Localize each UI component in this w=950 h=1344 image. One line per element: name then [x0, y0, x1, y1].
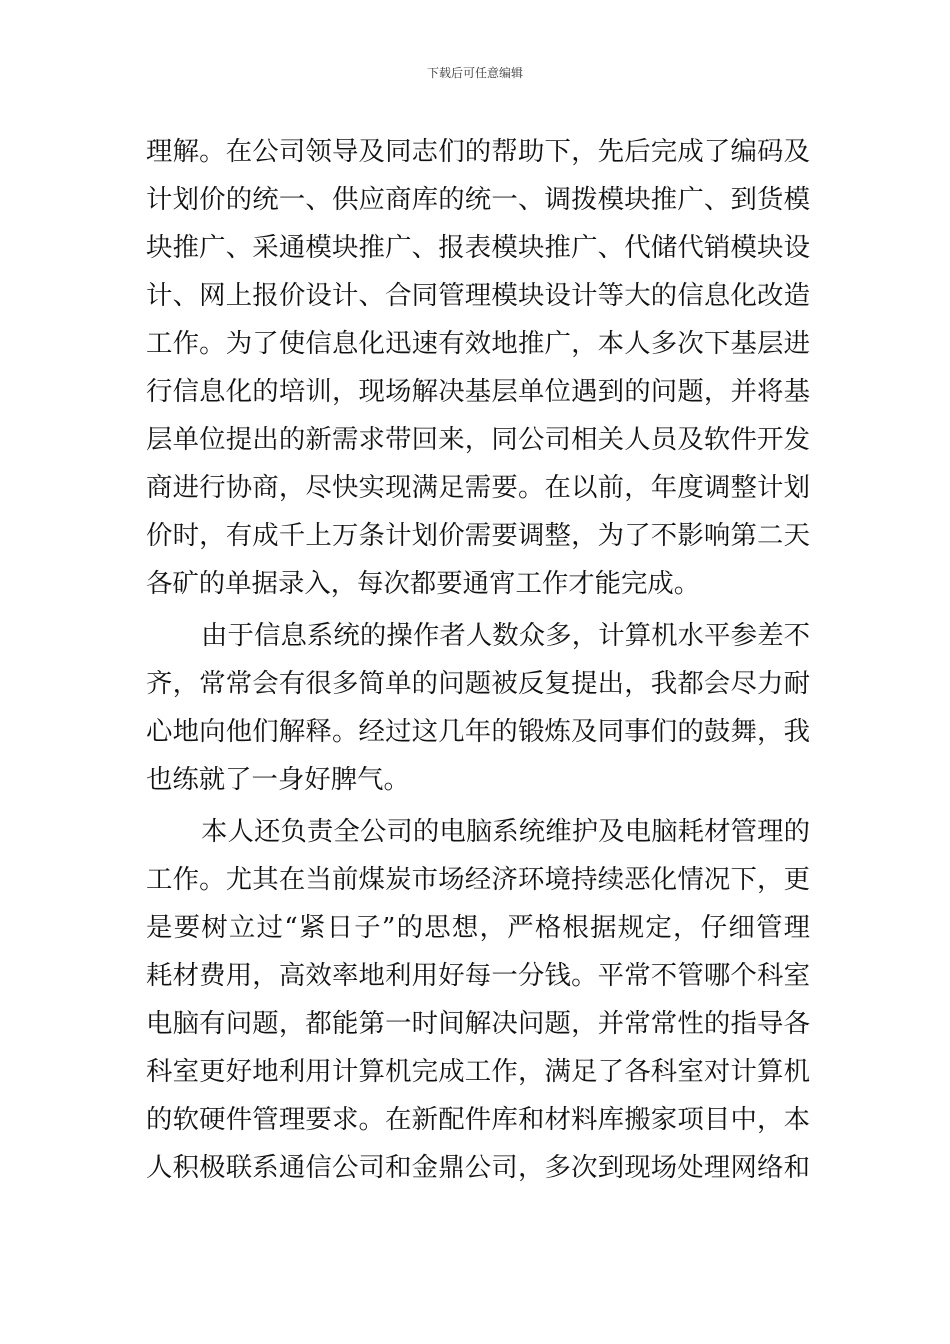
text-line: 由于信息系统的操作者人数众多，计算机水平参差不 — [201, 620, 810, 651]
paragraph-3 — [146, 808, 810, 1192]
text-line: 耗材费用，高效率地利用好每一分钱。平常不管哪个科室 — [146, 960, 810, 991]
text-line: 的软硬件管理要求。在新配件库和材料库搬家项目中，本 — [146, 1104, 810, 1135]
text-line: 各矿的单据录入，每次都要通宵工作才能完成。 — [146, 568, 701, 599]
text-line: 本人还负责全公司的电脑系统维护及电脑耗材管理的 — [201, 816, 810, 847]
paragraph-2 — [146, 612, 810, 804]
text-line: 价时，有成千上万条计划价需要调整，为了不影响第二天 — [146, 520, 810, 551]
page-header: 下载后可任意编辑 — [426, 66, 523, 80]
paragraph-1 — [146, 128, 810, 608]
document-body — [146, 128, 810, 1192]
text-line: 科室更好地利用计算机完成工作，满足了各科室对计算机 — [146, 1056, 810, 1087]
text-line: 行信息化的培训，现场解决基层单位遇到的问题，并将基 — [146, 376, 810, 407]
text-line: 是要树立过“紧日子”的思想，严格根据规定，仔细管理 — [146, 912, 810, 943]
text-line: 也练就了一身好脾气。 — [146, 764, 410, 795]
text-line: 层单位提出的新需求带回来，同公司相关人员及软件开发 — [146, 424, 810, 455]
text-line: 心地向他们解释。经过这几年的锻炼及同事们的鼓舞，我 — [146, 716, 810, 747]
text-line: 齐，常常会有很多简单的问题被反复提出，我都会尽力耐 — [146, 668, 810, 699]
text-line: 电脑有问题，都能第一时间解决问题，并常常性的指导各 — [146, 1008, 810, 1039]
text-line: 工作。尤其在当前煤炭市场经济环境持续恶化情况下，更 — [146, 864, 810, 895]
text-line: 块推广、采通模块推广、报表模块推广、代储代销模块设 — [146, 232, 810, 263]
text-line: 理解。在公司领导及同志们的帮助下，先后完成了编码及 — [146, 136, 810, 167]
text-line: 商进行协商，尽快实现满足需要。在以前，年度调整计划 — [146, 472, 810, 503]
text-line: 人积极联系通信公司和金鼎公司，多次到现场处理网络和 — [146, 1152, 810, 1183]
text-line: 计划价的统一、供应商库的统一、调拨模块推广、到货模 — [146, 184, 810, 215]
text-line: 计、网上报价设计、合同管理模块设计等大的信息化改造 — [146, 280, 810, 311]
text-line: 工作。为了使信息化迅速有效地推广，本人多次下基层进 — [146, 328, 810, 359]
